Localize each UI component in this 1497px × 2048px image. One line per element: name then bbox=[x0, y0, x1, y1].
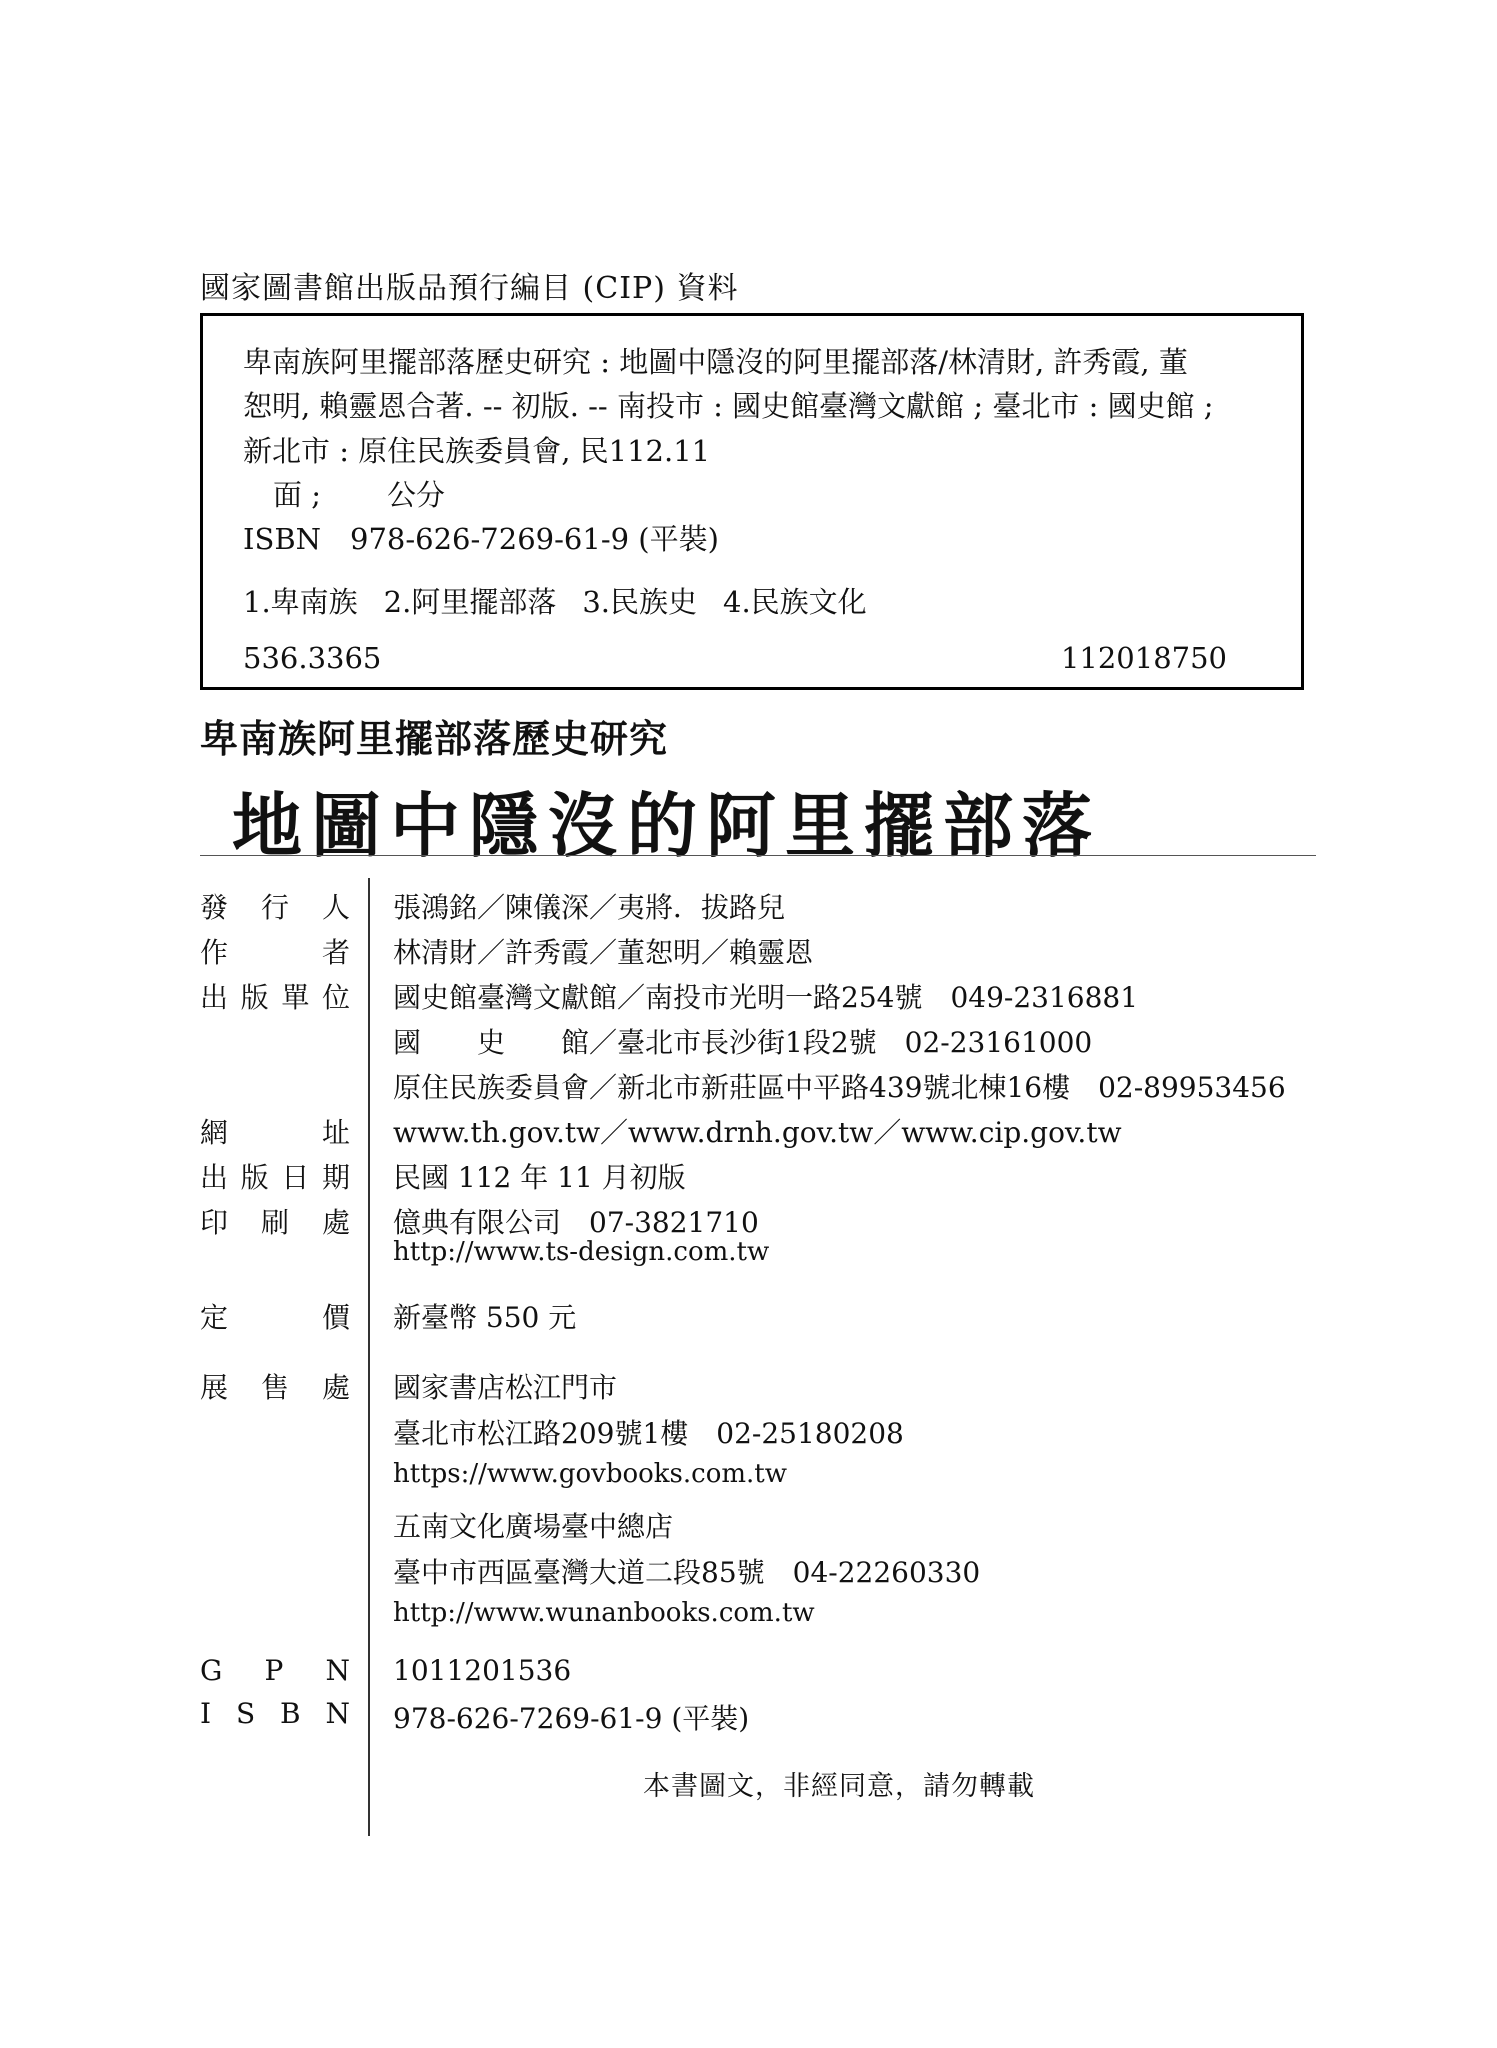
publishing-unit-2-name: 國 史 館 bbox=[393, 1026, 590, 1059]
sales-1-name: 國家書店松江門市 bbox=[393, 1371, 618, 1404]
sales-2-address: 臺中市西區臺灣大道二段85號 04-22260330 bbox=[393, 1556, 981, 1589]
cip-isbn: ISBN 978-626-7269-61-9 (平裝) bbox=[243, 522, 719, 556]
publication-date-label: 出 版 日 期 bbox=[200, 1161, 350, 1194]
publishing-unit-2-address: ／臺北市長沙街1段2號 02-23161000 bbox=[589, 1026, 1093, 1059]
book-title: 地圖中隱沒的阿里擺部落 bbox=[232, 785, 1101, 867]
cip-entry-line-3: 新北市 : 原住民族委員會, 民112.11 bbox=[243, 434, 711, 468]
cip-heading: 國家圖書館出版品預行編目 (CIP) 資料 bbox=[200, 271, 739, 306]
cip-subject: 2.阿里擺部落 bbox=[383, 585, 557, 619]
isbn-label: I S B N bbox=[200, 1697, 350, 1730]
author-label: 作 者 bbox=[200, 936, 350, 969]
cip-pages-label: 面 ; bbox=[273, 478, 321, 512]
isbn-value: 978-626-7269-61-9 (平裝) bbox=[393, 1702, 750, 1735]
printer-url: http://www.ts-design.com.tw bbox=[393, 1237, 770, 1267]
sales-2-name: 五南文化廣場臺中總店 bbox=[393, 1510, 674, 1543]
website-value: www.th.gov.tw／www.drnh.gov.tw／www.cip.gov.tw bbox=[393, 1116, 1122, 1149]
cip-subject: 4.民族文化 bbox=[723, 585, 867, 619]
gpn-label: G P N bbox=[200, 1654, 350, 1687]
printer-value: 億典有限公司 07-3821710 bbox=[393, 1206, 759, 1239]
website-label: 網 址 bbox=[200, 1116, 350, 1149]
price-value: 新臺幣 550 元 bbox=[393, 1301, 577, 1334]
publishing-unit-3: 原住民族委員會／新北市新莊區中平路439號北棟16樓 02-89953456 bbox=[393, 1071, 1286, 1104]
sales-1-url: https://www.govbooks.com.tw bbox=[393, 1459, 787, 1489]
publication-date-value: 民國 112 年 11 月初版 bbox=[393, 1161, 686, 1194]
cip-physical-description bbox=[273, 473, 445, 514]
publishing-unit-label: 出 版 單 位 bbox=[200, 981, 350, 1014]
gpn-value: 1011201536 bbox=[393, 1654, 572, 1687]
copyright-notice: 本書圖文，非經同意，請勿轉載 bbox=[643, 1771, 1035, 1802]
publishing-unit-2 bbox=[393, 1021, 1092, 1061]
publisher-label: 發 行 人 bbox=[200, 891, 350, 924]
cip-record-number: 112018750 bbox=[1060, 641, 1227, 675]
sales-label: 展 售 處 bbox=[200, 1371, 350, 1404]
sales-1-address: 臺北市松江路209號1樓 02-25180208 bbox=[393, 1417, 904, 1450]
cip-entry-line-1: 卑南族阿里擺部落歷史研究 : 地圖中隱沒的阿里擺部落/林清財, 許秀霞, 董 bbox=[243, 345, 1188, 379]
cip-subject: 1.卑南族 bbox=[243, 585, 358, 619]
cip-size-label: 公分 bbox=[387, 478, 446, 512]
cip-entry-line-2: 恕明, 賴靈恩合著. -- 初版. -- 南投市 : 國史館臺灣文獻館 ; 臺北市 : 國史館 ; bbox=[243, 389, 1214, 423]
cip-classification: 536.3365 bbox=[243, 641, 382, 675]
info-column-divider bbox=[368, 878, 370, 1836]
publishing-unit-1: 國史館臺灣文獻館／南投市光明一路254號 049-2316881 bbox=[393, 981, 1139, 1014]
authors-value: 林清財／許秀霞／董恕明／賴靈恩 bbox=[393, 936, 814, 969]
cip-subjects bbox=[243, 580, 893, 621]
printer-label: 印 刷 處 bbox=[200, 1206, 350, 1239]
cip-subject: 3.民族史 bbox=[582, 585, 698, 619]
sales-2-url: http://www.wunanbooks.com.tw bbox=[393, 1598, 815, 1628]
price-label: 定 價 bbox=[200, 1301, 350, 1334]
cip-record-box bbox=[200, 313, 1304, 690]
publisher-value: 張鴻銘／陳儀深／夷將．拔路兒 bbox=[393, 891, 786, 924]
title-divider bbox=[200, 855, 1316, 856]
series-title: 卑南族阿里擺部落歷史研究 bbox=[200, 716, 669, 761]
